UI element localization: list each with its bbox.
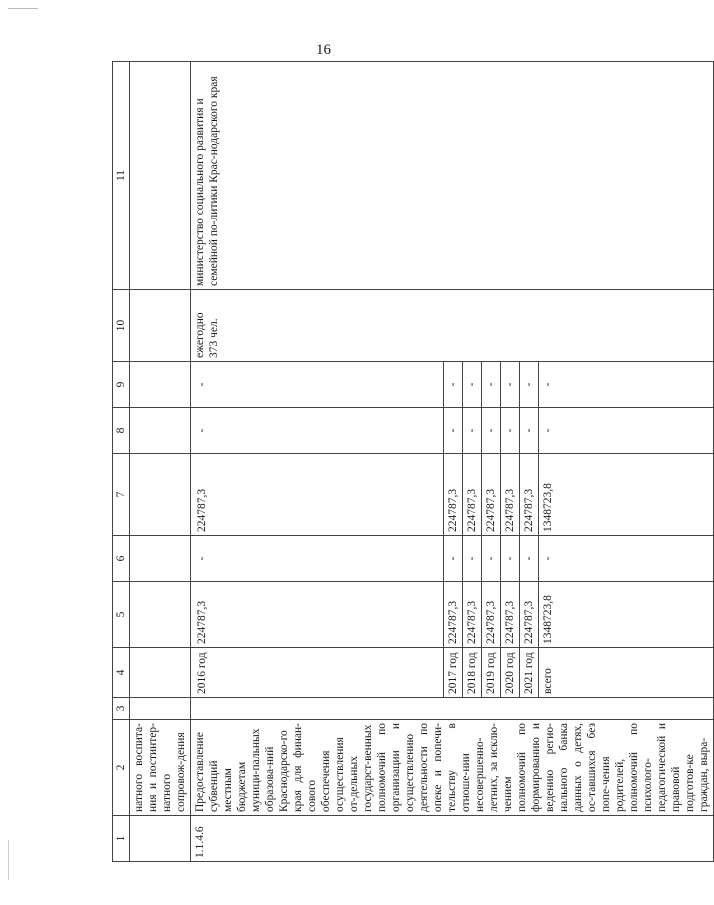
header-col-5: 5 [113, 582, 130, 648]
value-cell: - [500, 408, 519, 453]
value-cell: - [481, 408, 500, 453]
value-cell: - [443, 362, 462, 407]
value-cell: 224787,3 [500, 454, 519, 535]
row-col-9 [191, 362, 714, 408]
scan-mark [8, 840, 9, 880]
cont-col-8 [130, 408, 191, 454]
program-table [112, 61, 714, 862]
cont-col-6 [130, 536, 191, 582]
value-cell: - [538, 408, 557, 453]
cont-col-3 [130, 698, 191, 720]
cont-col-9 [130, 362, 191, 408]
main-row [191, 62, 714, 862]
value-cell: 224787,3 [443, 454, 462, 535]
year-label: 2017 год [443, 648, 462, 697]
header-col-7: 7 [113, 454, 130, 536]
value-cell: 224787,3 [462, 582, 481, 647]
value-cell: 224787,3 [196, 600, 208, 644]
header-col-1: 1 [113, 816, 130, 862]
value-cell: - [462, 362, 481, 407]
value-cell: - [538, 536, 557, 581]
scan-mark [8, 8, 38, 9]
cont-col-11 [130, 62, 191, 290]
header-col-11: 11 [113, 62, 130, 290]
header-col-2: 2 [113, 720, 130, 816]
row-col-10: ежегодно 373 чел. [191, 290, 714, 362]
year-label: 2020 год [500, 648, 519, 697]
value-cell: - [538, 362, 557, 407]
value-cell: - [481, 362, 500, 407]
value-cell: 1348723,8 [538, 582, 557, 647]
value-cell: - [519, 408, 538, 453]
row-col-3 [191, 698, 714, 720]
value-cell: 224787,3 [196, 488, 208, 532]
value-cell: 224787,3 [481, 454, 500, 535]
row-col-11: министерство социального развития и семейной по-литики Крас-нодарского края [191, 62, 714, 290]
row-col-8 [191, 408, 714, 454]
value-cell: 224787,3 [481, 582, 500, 647]
row-col-7 [191, 454, 714, 536]
cont-col-4 [130, 648, 191, 698]
value-cell: - [462, 408, 481, 453]
value-cell: - [196, 382, 208, 387]
rotated-table-wrapper [112, 62, 710, 862]
header-col-9: 9 [113, 362, 130, 408]
header-row [113, 62, 130, 862]
row-col-6 [191, 536, 714, 582]
row-col-5 [191, 582, 714, 648]
value-cell: 224787,3 [519, 582, 538, 647]
value-cell: - [443, 536, 462, 581]
header-col-3: 3 [113, 698, 130, 720]
cont-col-1 [130, 816, 191, 862]
header-col-10: 10 [113, 290, 130, 362]
row-description: Предоставление субвенций местным бюджетам муници-пальных образова-ний Краснодарско-го края для финан-сового обеспечения осуществления от-дельных государст-венных полномочий по организации и осуществлению деятельности по опеке и попечи-тельству в отноше-нии несовершенно-летних, за исклю-чением полномочий по формированию и ведению регио-нального банка данных о детях, ос-тавшихся без попе-чения родителей, полномочий по психолого-педагогической и правовой подготов-ке граждан, выра- [191, 720, 714, 816]
year-label: 2019 год [481, 648, 500, 697]
value-cell: - [196, 556, 208, 561]
value-cell: 1348723,8 [538, 454, 557, 535]
row-years [191, 648, 714, 698]
page-number: 16 [316, 42, 331, 58]
value-cell: - [500, 536, 519, 581]
value-cell: - [462, 536, 481, 581]
header-col-8: 8 [113, 408, 130, 454]
year-label: всего [538, 648, 557, 697]
value-cell: 224787,3 [462, 454, 481, 535]
row-id: 1.1.4.6 [191, 816, 714, 862]
value-cell: 224787,3 [500, 582, 519, 647]
header-col-6: 6 [113, 536, 130, 582]
cont-col-2: натного воспита-ния и постинтер-натного сопровож-дения [130, 720, 191, 816]
value-cell: 224787,3 [443, 582, 462, 647]
value-cell: - [196, 428, 208, 433]
value-cell: - [500, 362, 519, 407]
year-label: 2021 год [519, 648, 538, 697]
value-cell: 224787,3 [519, 454, 538, 535]
value-cell: - [443, 408, 462, 453]
cont-col-7 [130, 454, 191, 536]
cont-col-10 [130, 290, 191, 362]
cont-col-5 [130, 582, 191, 648]
continuation-row [130, 62, 191, 862]
year-first: 2016 год [196, 652, 208, 694]
year-label: 2018 год [462, 648, 481, 697]
value-cell: - [519, 362, 538, 407]
value-cell: - [519, 536, 538, 581]
value-cell: - [481, 536, 500, 581]
header-col-4: 4 [113, 648, 130, 698]
